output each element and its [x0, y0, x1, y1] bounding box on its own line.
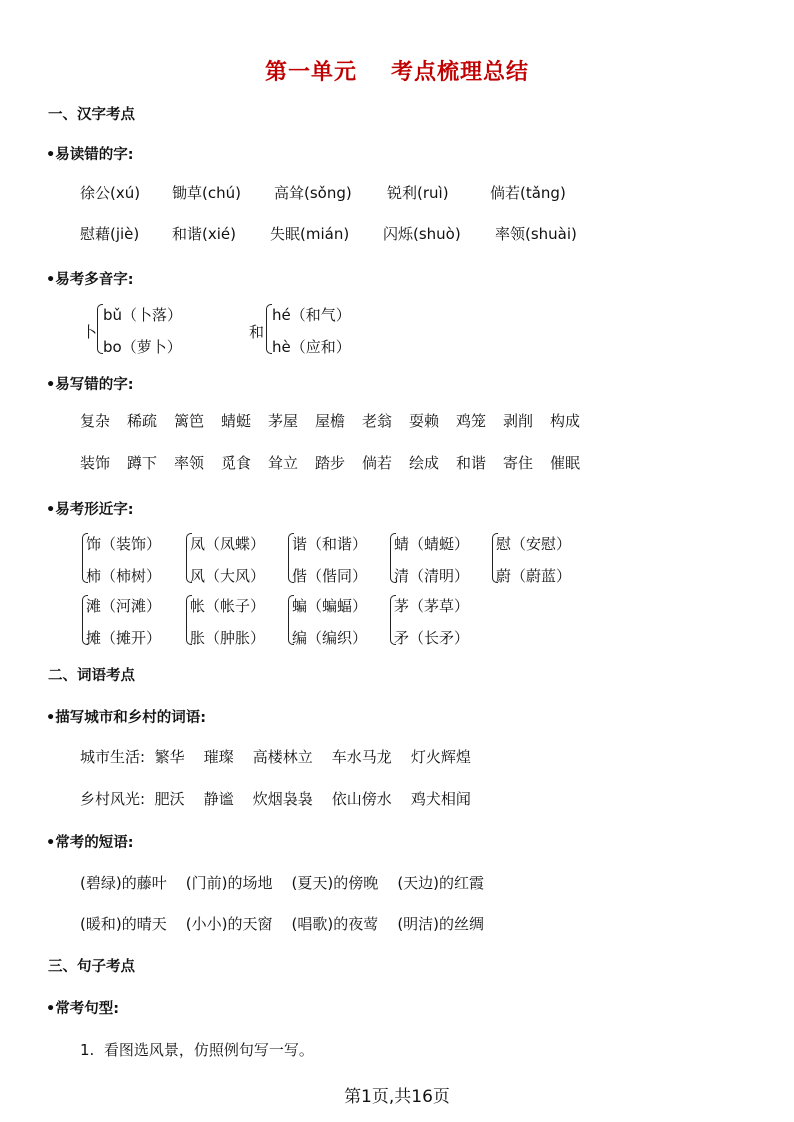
- easy-write-word: 蜻蜓: [221, 412, 252, 430]
- easy-write-word: 屋檐: [315, 412, 346, 430]
- easy-write-word: 剥削: [503, 412, 534, 430]
- similar-char-entry: 谐（和谐）: [292, 535, 368, 553]
- easy-write-heading: •易写错的字:: [46, 377, 134, 393]
- title-topic: 考点梳理总结: [391, 60, 530, 85]
- easy-read-heading: •易读错的字:: [46, 147, 134, 163]
- easy-write-word: 绘成: [409, 454, 440, 472]
- city-words: 城市生活: 繁华 璀璨 高楼林立 车水马龙 灯火辉煌: [80, 748, 471, 766]
- easy-read-item: 锄草(chú): [172, 184, 241, 202]
- page-title: [0, 55, 794, 86]
- easy-read-item: 高耸(sǒng): [274, 184, 352, 202]
- describe-heading: •描写城市和乡村的词语:: [46, 710, 207, 726]
- similar-char-entry: 饰（装饰）: [86, 535, 162, 553]
- easy-write-word: 稀疏: [127, 412, 158, 430]
- similar-char-entry: 风（大风）: [190, 567, 266, 585]
- easy-write-word: 耍赖: [409, 412, 440, 430]
- easy-write-word: 篱笆: [174, 412, 205, 430]
- village-words: 乡村风光: 肥沃 静谧 炊烟袅袅 依山傍水 鸡犬相闻: [80, 790, 471, 808]
- similar-char-entry: 柿（柿树）: [86, 567, 162, 585]
- similar-char-entry: 茅（茅草）: [394, 597, 470, 615]
- easy-read-item: 慰藉(jiè): [80, 225, 140, 243]
- similar-char-entry: 胀（肿胀）: [190, 629, 266, 647]
- easy-write-word: 茅屋: [268, 412, 299, 430]
- easy-read-item: 徐公(xú): [80, 184, 141, 202]
- phrases-row: (碧绿)的藤叶 (门前)的场地 (夏天)的傍晚 (天边)的红霞: [80, 874, 485, 892]
- easy-read-item: 闪烁(shuò): [383, 225, 461, 243]
- easy-read-item: 倘若(tǎng): [490, 184, 566, 202]
- sentence-heading: •常考句型:: [46, 1001, 120, 1017]
- easy-read-item: 和谐(xié): [172, 225, 236, 243]
- easy-write-word: 和谐: [456, 454, 487, 472]
- easy-write-word: 寄住: [503, 454, 534, 472]
- polyphone-char: 和: [249, 323, 265, 341]
- polyphone-reading: bǔ（卜落）: [103, 306, 183, 324]
- similar-char-entry: 蔚（蔚蓝）: [496, 567, 572, 585]
- polyphone-reading: hé（和气）: [272, 306, 351, 324]
- easy-write-word: 觅食: [221, 454, 252, 472]
- phrases-row: (暖和)的晴天 (小小)的天窗 (唱歌)的夜莺 (明洁)的丝绸: [80, 915, 485, 933]
- page-footer: 第1页,共16页: [344, 1087, 450, 1107]
- sentence-item: 1. 看图选风景，仿照例句写一写。: [80, 1041, 314, 1059]
- similar-char-entry: 摊（摊开）: [86, 629, 162, 647]
- similar-char-entry: 帐（帐子）: [190, 597, 266, 615]
- polyphone-heading: •易考多音字:: [46, 272, 134, 288]
- easy-write-word: 复杂: [80, 412, 111, 430]
- similar-char-entry: 矛（长矛）: [394, 629, 470, 647]
- easy-write-word: 鸡笼: [456, 412, 487, 430]
- similar-char-entry: 滩（河滩）: [86, 597, 162, 615]
- easy-write-word: 耸立: [268, 454, 299, 472]
- polyphone-reading: bo（萝卜）: [103, 338, 182, 356]
- easy-write-word: 老翁: [362, 412, 393, 430]
- section-ciyu-heading: 二、词语考点: [48, 668, 135, 684]
- polyphone-reading: hè（应和）: [272, 338, 351, 356]
- easy-read-item: 失眠(mián): [270, 225, 350, 243]
- similar-char-entry: 蜻（蜻蜓）: [394, 535, 470, 553]
- easy-write-word: 装饰: [80, 454, 111, 472]
- easy-write-word: 催眠: [550, 454, 581, 472]
- similar-char-entry: 凤（凤蝶）: [190, 535, 266, 553]
- similar-char-entry: 偕（偕同）: [292, 567, 368, 585]
- easy-write-word: 踏步: [315, 454, 346, 472]
- easy-write-word: 倘若: [362, 454, 393, 472]
- similar-heading: •易考形近字:: [46, 502, 134, 518]
- similar-char-entry: 编（编织）: [292, 629, 368, 647]
- similar-char-entry: 慰（安慰）: [496, 535, 572, 553]
- similar-char-entry: 清（清明）: [394, 567, 470, 585]
- easy-write-word: 构成: [550, 412, 581, 430]
- easy-read-item: 锐利(ruì): [387, 184, 449, 202]
- similar-char-entry: 蝙（蝙蝠）: [292, 597, 368, 615]
- polyphone-char: 卜: [82, 323, 98, 341]
- section-hanzi-heading: 一、汉字考点: [48, 107, 135, 123]
- title-unit: 第一单元: [264, 60, 357, 85]
- phrases-heading: •常考的短语:: [46, 835, 134, 851]
- easy-read-item: 率领(shuài): [495, 225, 577, 243]
- section-juzi-heading: 三、句子考点: [48, 959, 135, 975]
- easy-write-word: 率领: [174, 454, 205, 472]
- easy-write-word: 蹲下: [127, 454, 158, 472]
